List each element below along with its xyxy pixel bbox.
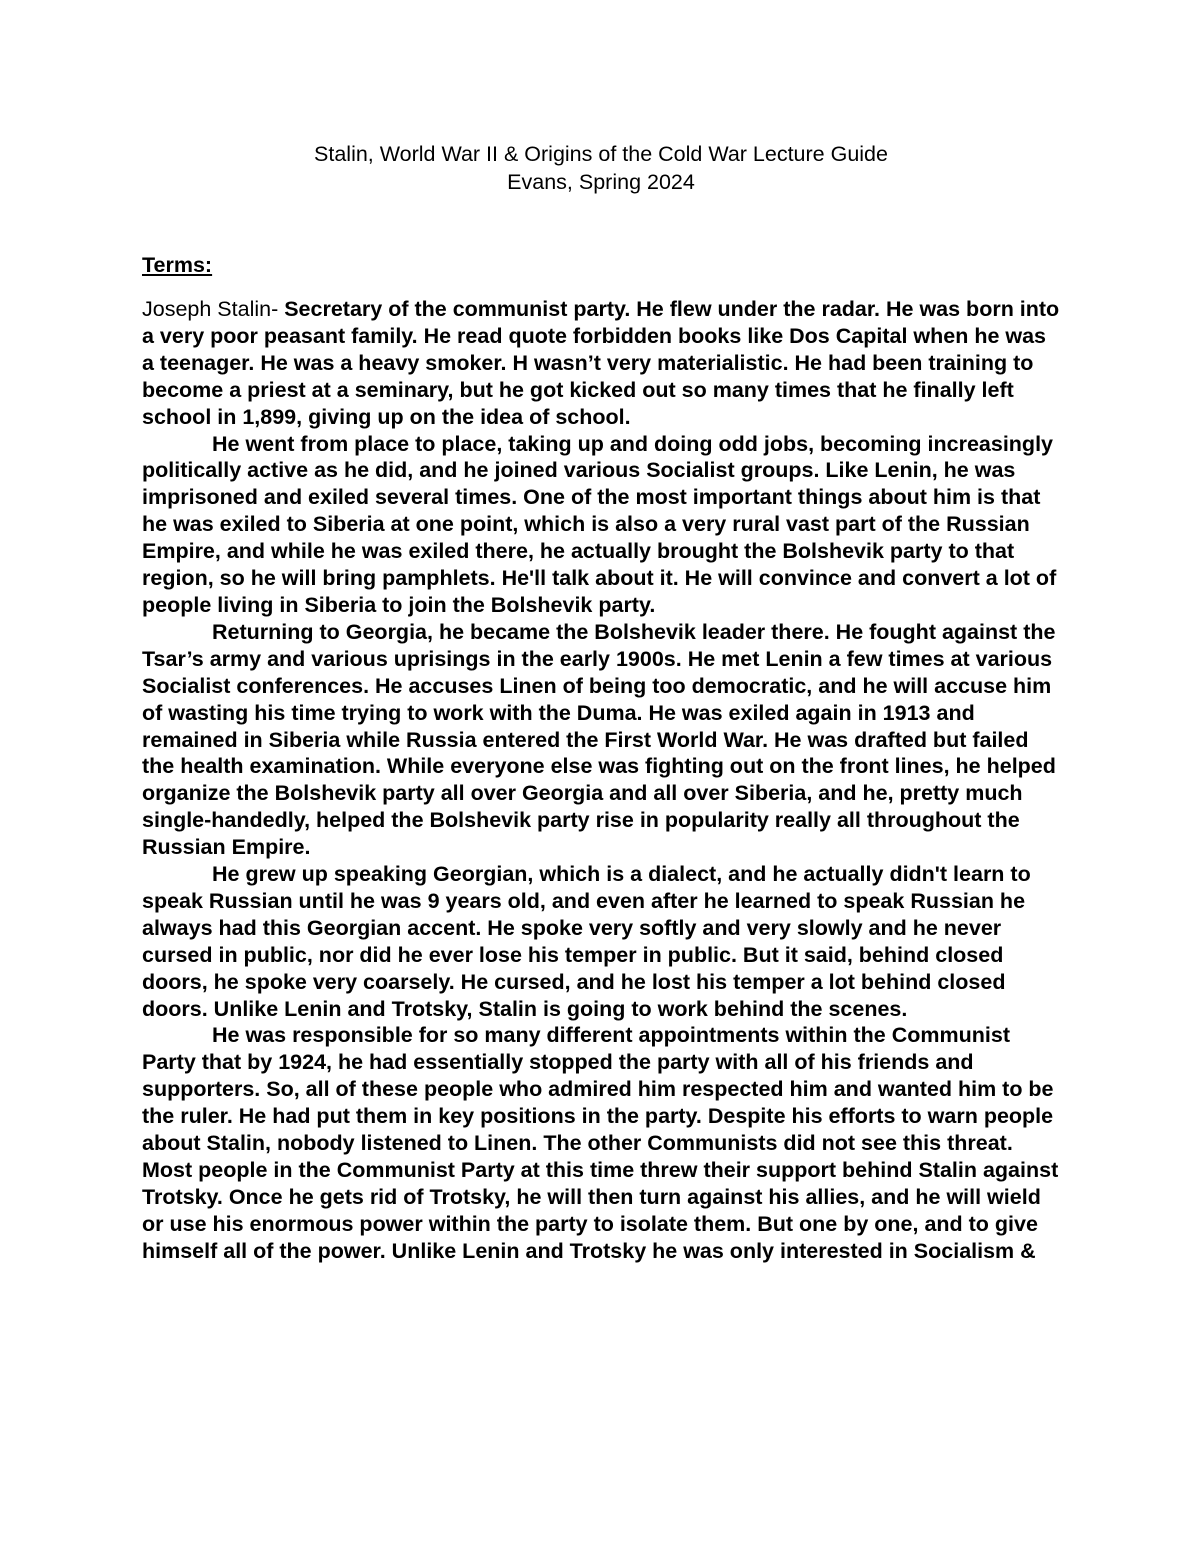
term-paragraph	[142, 296, 1060, 431]
document-subtitle: Evans, Spring 2024	[507, 170, 695, 194]
term-entry-joseph-stalin	[142, 296, 1060, 1265]
term-paragraph: He went from place to place, taking up and doing odd jobs, becoming increasingly politically active as he did, and he joined various Socialist groups. Like Lenin, he was imprisoned and exiled several times. One of the most important things about him is that he was exiled to Siberia at one point, which is also a very rural vast part of the Russian Empire, and while he was exiled there, he actually brought the Bolshevik party to that region, so he will bring pamphlets. He'll talk about it. He will convince and convert a lot of people living in Siberia to join the Bolshevik party.	[142, 431, 1057, 617]
term-paragraph: He grew up speaking Georgian, which is a dialect, and he actually didn't learn to speak Russian until he was 9 years old, and even after he learned to speak Russian he always had this Georgian accent. He spoke very softly and very slowly and he never cursed in public, nor did he ever lose his temper in public. But it said, behind closed doors, he spoke very coarsely. He cursed, and he lost his temper a lot behind closed doors. Unlike Lenin and Trotsky, Stalin is going to work behind the scenes.	[142, 862, 1031, 1021]
document-title: Stalin, World War II & Origins of the Cold War Lecture Guide	[314, 142, 888, 166]
term-paragraph: He was responsible for so many different appointments within the Communist Party that by 1924, he had essentially stopped the party with all of his friends and supporters. So, all of these people who admired him respected him and wanted him to be the ruler. He had put them in key positions in the party. Despite his efforts to warn people about Stalin, nobody listened to Linen. The other Communists did not see this threat. Most people in the Communist Party at this time threw their support behind Stalin against Trotsky. Once he gets rid of Trotsky, he will then turn against his allies, and he will wield or use his enormous power within the party to isolate them. But one by one, and to give himself all of the power. Unlike Lenin and Trotsky he was only interested in Socialism &	[142, 1023, 1059, 1263]
document-page	[142, 140, 1060, 1265]
section-heading-terms: Terms:	[142, 253, 213, 277]
term-paragraph-text: Secretary of the communist party. He flew under the radar. He was born into a very poor peasant family. He read quote forbidden books like Dos Capital when he was a teenager. He was a heavy smoker. H wasn’t very materialistic. He had been training to become a priest at a seminary, but he got kicked out so many times that he finally left school in 1,899, giving up on the idea of school.	[142, 297, 1060, 429]
term-paragraph: Returning to Georgia, he became the Bolshevik leader there. He fought against the Tsar’s army and various uprisings in the early 1900s. He met Lenin a few times at various Socialist conferences. He accuses Linen of being too democratic, and he will accuse him of wasting his time trying to work with the Duma. He was exiled again in 1913 and remained in Siberia while Russia entered the First World War. He was drafted but failed the health examination. While everyone else was fighting out on the front lines, he helped organize the Bolshevik party all over Georgia and all over Siberia, and he, pretty much single-handedly, helped the Bolshevik party rise in popularity really all throughout the Russian Empire.	[142, 619, 1056, 860]
document-header	[142, 140, 1060, 196]
term-name: Joseph Stalin-	[142, 297, 285, 321]
